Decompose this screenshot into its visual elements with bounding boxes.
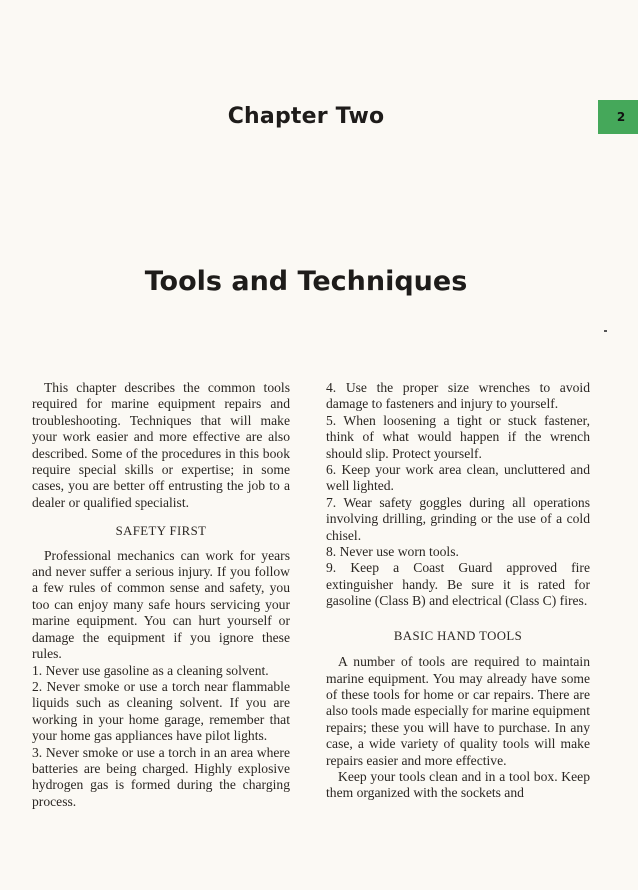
safety-rule: 9. Keep a Coast Guard approved fire extinguisher handy. Be sure it is rated for gasoline (Class B) and electrical (Class C) fires. [326, 560, 590, 609]
chapter-tab: 2 [598, 100, 638, 134]
safety-rule: 3. Never smoke or use a torch in an area where batteries are being charged. Highly explosive hydrogen gas is formed during the charging process. [32, 744, 290, 809]
safety-rule: 1. Never use gasoline as a cleaning solvent. [32, 662, 269, 678]
safety-rule: 7. Wear safety goggles during all operations involving drilling, grinding or the use of a cold chisel. [326, 494, 590, 543]
chapter-label: Chapter Two [227, 104, 385, 129]
safety-rule: 2. Never smoke or use a torch near flammable liquids such as cleaning solvent. If you are working in your home garage, remember that your home gas appliances have pilot lights. [32, 678, 290, 744]
safety-rule: 4. Use the proper size wrenches to avoid damage to fasteners and injury to yourself. [326, 380, 590, 412]
right-column [326, 380, 590, 802]
left-column [32, 380, 290, 810]
intro-paragraph: This chapter describes the common tools required for marine equipment repairs and troubleshooting. Techniques that will make your work easier and more effective are also described. Some of the procedures in this book require special skills or expertise; in some cases, you are better off entrusting the job to a dealer or qualified specialist. [32, 380, 290, 510]
safety-rule: 5. When loosening a tight or stuck fastener, think of what would happen if the wrench should slip. Protect yourself. [326, 412, 590, 461]
tools-paragraph: Keep your tools clean and in a tool box. Keep them organized with the sockets and [326, 768, 590, 801]
safety-rule: 6. Keep your work area clean, uncluttered and well lighted. [326, 462, 590, 494]
page-title: Tools and Techniques [144, 266, 468, 297]
print-speck [604, 330, 607, 332]
tools-paragraph: A number of tools are required to maintain marine equipment. You may already have some of these tools for home or car repairs. There are also tools made especially for marine equipment repairs; these you will have to purchase. In any case, a wide variety of quality tools will make repairs easier and more effective. [326, 654, 590, 768]
basic-hand-tools-heading: BASIC HAND TOOLS [393, 628, 523, 643]
safety-rule: 8. Never use worn tools. [326, 544, 459, 560]
safety-first-heading: SAFETY FIRST [115, 524, 207, 539]
safety-intro-paragraph: Professional mechanics can work for years and never suffer a serious injury. If you follow a few rules of common sense and safety, you too can enjoy many safe hours servicing your marine equipment. You can hurt yourself or damage the equipment if you ignore these rules. [32, 547, 290, 662]
